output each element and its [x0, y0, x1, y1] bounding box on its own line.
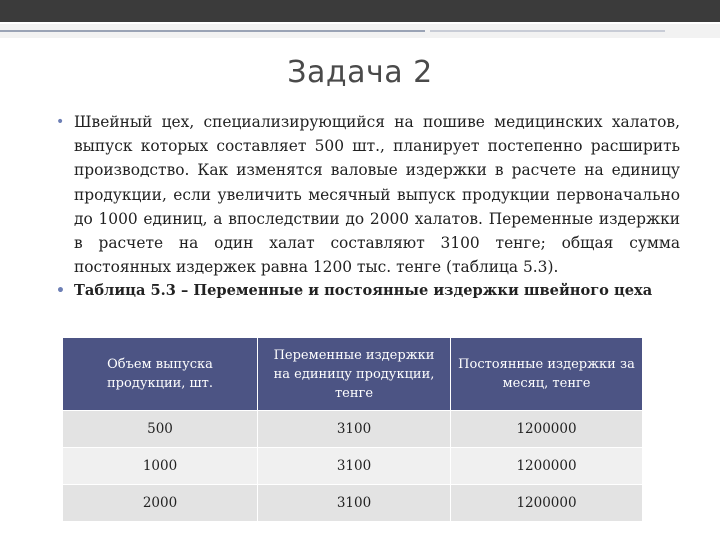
header-variable-costs: Переменные издержки на единицу продукции, тенге	[258, 338, 451, 411]
slide-title: Задача 2	[287, 55, 433, 90]
bullet-dot-icon: •	[56, 283, 65, 300]
cell-variable-costs: 3100	[258, 485, 451, 522]
accent-line-left	[0, 30, 425, 32]
bullet-list	[56, 110, 680, 304]
top-bar	[0, 0, 720, 22]
header-output-volume: Объем выпуска продукции, шт.	[63, 338, 258, 411]
bullet-text: Швейный цех, специализирующийся на пошиве медицинских халатов, выпуск которых составляет 500 шт., планирует постепенно расширить производство. Как изменятся валовые издержки в расчете на единицу продукции, если увеличить месячный выпуск продукции первоначально до 1000 единиц, а впоследствии до 2000 халатов. Переменные издержки в расчете на один халат составляют 3100 тенге; общая сумма постоянных издержек равна 1200 тыс. тенге (таблица 5.3).	[74, 113, 680, 277]
bullet-item-table-caption	[56, 279, 680, 303]
cell-fixed-costs: 1200000	[451, 411, 643, 448]
bullet-item-problem	[56, 110, 680, 279]
cell-variable-costs: 3100	[258, 448, 451, 485]
table-row	[63, 411, 643, 448]
table-row	[63, 448, 643, 485]
costs-table	[62, 337, 643, 522]
table-row	[63, 485, 643, 522]
cell-variable-costs: 3100	[258, 411, 451, 448]
cell-output-volume: 500	[63, 411, 258, 448]
cell-output-volume: 1000	[63, 448, 258, 485]
table-caption: Таблица 5.3 – Переменные и постоянные издержки швейного цеха	[74, 282, 653, 300]
cell-fixed-costs: 1200000	[451, 485, 643, 522]
cell-fixed-costs: 1200000	[451, 448, 643, 485]
bullet-dot-icon: •	[56, 114, 65, 130]
header-fixed-costs: Постоянные издержки за месяц, тенге	[451, 338, 643, 411]
table-header-row	[63, 338, 643, 411]
accent-line-right	[430, 30, 665, 32]
cell-output-volume: 2000	[63, 485, 258, 522]
